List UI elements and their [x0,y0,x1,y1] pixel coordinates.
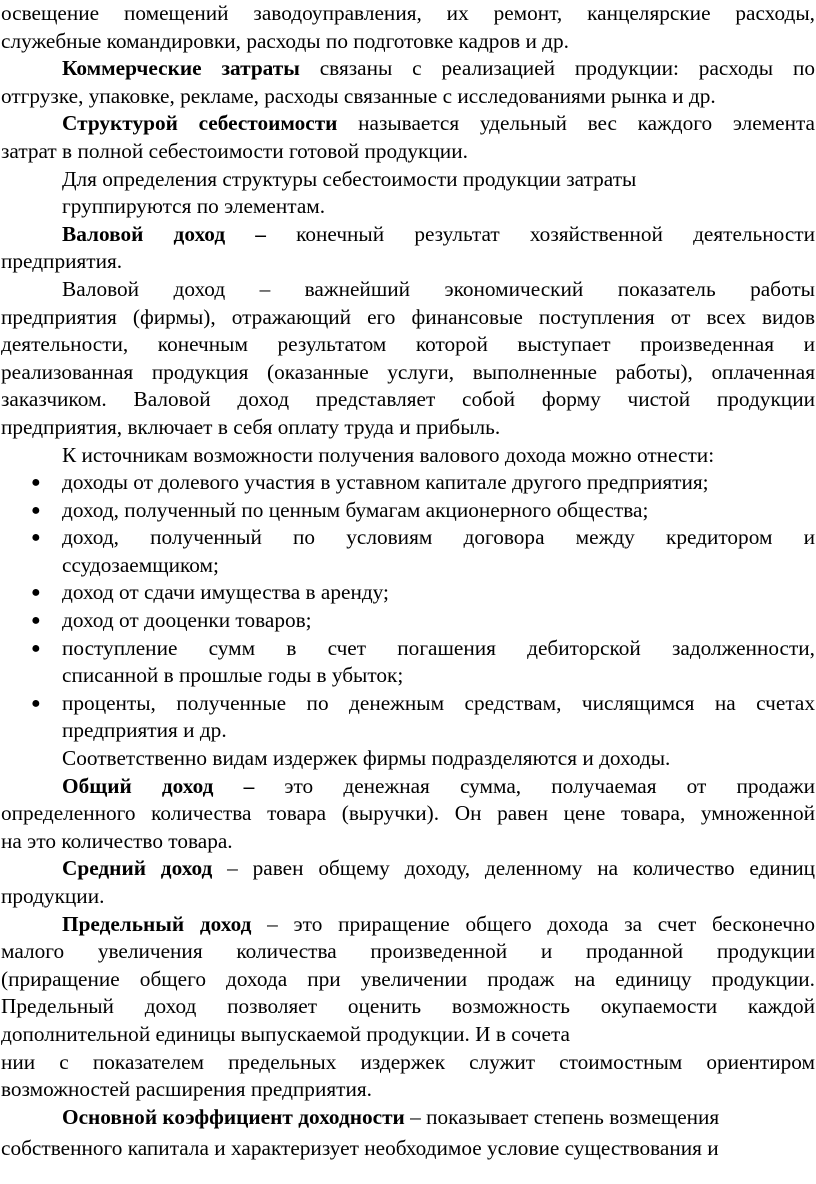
document-page [1,0,815,1163]
list-item-line [1,524,815,552]
text-line [1,442,815,470]
list-item-line [1,635,815,663]
text-run: затрат в полной себестоимости готовой продукции. [1,138,468,163]
text-run: освещение помещений заводоуправления, их ремонт, канцелярские расходы, [1,1,815,25]
text-line [1,966,815,994]
text-line [1,138,815,166]
text-run: собственного капитала и характеризует необходимое условие существования и [1,1136,719,1161]
text-line [1,745,815,773]
text-run: Соответственно видам издержек фирмы подразделяются и доходы. [62,746,671,771]
text-line [1,193,815,221]
text-run: группируются по элементам. [62,194,326,219]
text-run: предприятия. [1,249,123,274]
text-line [1,28,815,56]
bold-term: Валовой доход – [62,221,266,246]
text-line [1,55,815,83]
text-run: доход от сдачи имущества в аренду; [62,580,389,605]
text-run: – равен общему доходу, деленному на количество единиц [212,856,815,881]
text-run: доход, полученный по ценным бумагам акционерного общества; [62,497,649,522]
text-line [1,773,815,801]
text-run: К источникам возможности получения валового дохода можно отнести: [62,442,715,467]
text-run: (приращение общего дохода при увеличении продаж на единицу продукции. [1,966,815,991]
text-line [1,414,815,442]
text-run: ссудозаемщиком; [62,552,219,577]
bullet-icon: ● [31,612,41,630]
text-run: конечный результат хозяйственной деятельности [265,221,815,246]
text-run: предприятия и др. [62,718,227,743]
text-line [1,359,815,387]
text-run: это денежная сумма, получаемая от продажи [254,773,815,798]
text-line [1,938,815,966]
text-run: возможностей расширения предприятия. [1,1077,372,1102]
text-run: служебные командировки, расходы по подготовке кадров и др. [1,28,569,53]
text-run: доход от дооценки товаров; [62,608,312,633]
text-run: доходы от долевого участия в уставном капитале другого предприятия; [62,470,709,495]
bold-term: Структурой себестоимости [62,111,338,136]
text-line [1,1135,815,1163]
text-line [1,855,815,883]
bullet-icon: ● [31,694,41,712]
text-run: заказчиком. Валовой доход представляет собой форму чистой продукции [1,387,815,412]
bold-term: Коммерческие затраты [62,56,300,81]
text-run: связаны с реализацией продукции: расходы по [299,56,815,81]
bullet-icon: ● [31,501,41,519]
text-line [1,883,815,911]
text-run: списанной в прошлые годы в убыток; [62,663,404,688]
text-line [1,331,815,359]
text-run: предприятия, включает в себя оплату труда и прибыль. [1,414,501,439]
text-run: – показывает степень возмещения [404,1104,720,1129]
text-line [1,166,815,194]
text-run: называется удельный вес каждого элемента [337,111,815,136]
text-run: отгрузке, упаковке, рекламе, расходы связанные с исследованиями рынка и др. [1,83,716,108]
text-run: дополнительной единицы выпускаемой продукции. И в сочета [1,1021,570,1046]
bold-term: Основной коэффициент доходности [62,1104,405,1129]
text-line [1,828,815,856]
text-run: доход, полученный по условиям договора между кредитором и [62,525,815,550]
bold-term: Предельный доход [62,911,252,936]
bold-term: Общий доход – [62,773,255,798]
text-line [1,248,815,276]
bullet-icon: ● [31,584,41,602]
text-run: на это количество товара. [1,828,233,853]
text-line [1,1076,815,1104]
text-run: определенного количества товара (выручки). Он равен цене товара, умноженной [1,801,815,826]
list-item-line [1,690,815,718]
text-line [1,993,815,1021]
text-run: Для определения структуры себестоимости продукции затраты [62,166,637,191]
text-line [1,911,815,939]
text-line [1,1104,815,1132]
text-line [1,1049,815,1077]
text-run: продукции. [1,884,105,908]
text-run: – это приращение общего дохода за счет бесконечно [251,911,815,936]
bullet-icon: ● [31,529,41,547]
text-run: малого увеличения количества произведенной и проданной продукции [1,939,815,964]
text-run: Валовой доход – важнейший экономический показатель работы [62,276,815,301]
list-item-line [1,717,815,745]
text-run: проценты, полученные по денежным средствам, числящимся на счетах [62,690,815,715]
list-item-line [1,662,815,690]
text-line [1,276,815,304]
text-run: поступление сумм в счет погашения дебиторской задолженности, [62,635,815,660]
text-run: деятельности, конечным результатом которой выступает произведенная и [1,332,815,357]
text-line [1,386,815,414]
text-run: предприятия (фирмы), отражающий его финансовые поступления от всех видов [1,304,815,329]
text-line [1,800,815,828]
text-run: реализованная продукция (оказанные услуги, выполненные работы), оплаченная [1,359,815,384]
bold-term: Средний доход [62,856,213,881]
list-item-line [1,497,815,525]
text-line [1,83,815,111]
list-item-line [1,579,815,607]
text-line [1,1021,815,1049]
list-item-line [1,469,815,497]
list-item-line [1,607,815,635]
bullet-icon: ● [31,639,41,657]
text-line [1,221,815,249]
text-line [1,110,815,138]
bullet-icon: ● [31,474,41,492]
text-run: нии с показателем предельных издержек служит стоимостным ориентиром [1,1049,815,1074]
text-line [1,0,815,28]
text-line [1,304,815,332]
text-run: Предельный доход позволяет оценить возможность окупаемости каждой [1,994,815,1019]
list-item-line [1,552,815,580]
